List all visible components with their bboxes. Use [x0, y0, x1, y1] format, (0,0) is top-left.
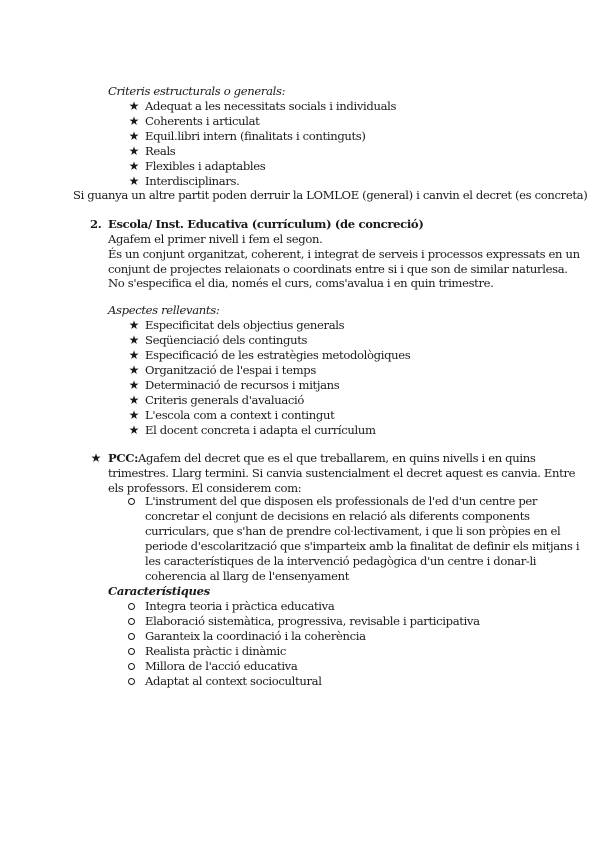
star-bullet-icon: ★ [128, 159, 140, 173]
circle-bullet-icon [128, 678, 135, 685]
circle-bullet-icon [128, 618, 135, 625]
circle-bullet-icon [128, 663, 135, 670]
criteria-item: Adequat a les necessitats socials i individuals [145, 99, 397, 113]
star-bullet-icon: ★ [90, 451, 102, 465]
star-bullet-icon: ★ [128, 348, 140, 362]
aspect-item: Seqüenciació dels continguts [145, 333, 308, 347]
aspect-item: Organització de l'espai i temps [145, 363, 316, 377]
star-bullet-icon: ★ [128, 174, 140, 188]
pcc-definition-line: curriculars, que s'han de prendre col·lectivament, i que li son pròpies en el [145, 524, 561, 538]
criteria-item: Coherents i articulat [145, 114, 260, 128]
circle-bullet-icon [128, 498, 135, 505]
characteristic-item: Adaptat al context sociocultural [145, 674, 322, 688]
star-bullet-icon: ★ [128, 378, 140, 392]
criteria-note: Si guanya un altre partit poden derruir la LOMLOE (general) i canvin el decret (es concreta) [73, 188, 588, 202]
aspect-item: L'escola com a context i contingut [145, 408, 335, 422]
star-bullet-icon: ★ [128, 99, 140, 113]
characteristic-item: Integra teoria i pràctica educativa [145, 599, 335, 613]
star-bullet-icon: ★ [128, 114, 140, 128]
pcc-line: els professors. El considerem com: [108, 481, 302, 495]
aspect-item: Determinació de recursos i mitjans [145, 378, 340, 392]
pcc-definition-line: periode d'escolarització que s'imparteix amb la finalitat de definir els mitjans i [145, 539, 580, 553]
star-bullet-icon: ★ [128, 423, 140, 437]
section-paragraph-line: És un conjunt organitzat, coherent, i integrat de serveis i processos expressats en un [108, 247, 580, 261]
aspect-item: Especificació de les estratègies metodològiques [145, 348, 411, 362]
star-bullet-icon: ★ [128, 318, 140, 332]
pcc-definition-line: les característiques de la intervenció pedagògica d'un centre i donar-li [145, 554, 537, 568]
criteria-heading: Criteris estructurals o generals: [108, 84, 286, 98]
circle-bullet-icon [128, 648, 135, 655]
criteria-item: Reals [145, 144, 176, 158]
star-bullet-icon: ★ [128, 129, 140, 143]
pcc-line: trimestres. Llarg termini. Si canvia sustencialment el decret aquest es canvia. Entre [108, 466, 576, 480]
section-number: 2. [90, 217, 102, 231]
star-bullet-icon: ★ [128, 144, 140, 158]
circle-bullet-icon [128, 603, 135, 610]
characteristic-item: Garanteix la coordinació i la coherència [145, 629, 366, 643]
criteria-item: Equil.libri intern (finalitats i continguts) [145, 129, 366, 143]
pcc-definition-line: coherencia al llarg de l'ensenyament [145, 569, 350, 583]
criteria-item: Flexibles i adaptables [145, 159, 266, 173]
star-bullet-icon: ★ [128, 393, 140, 407]
aspect-item: Criteris generals d'avaluació [145, 393, 305, 407]
star-bullet-icon: ★ [128, 408, 140, 422]
section-paragraph-line: Agafem el primer nivell i fem el segon. [108, 232, 323, 246]
section-paragraph-line: No s'especifica el dia, només el curs, coms'avalua i en quin trimestre. [108, 276, 494, 290]
characteristic-item: Millora de l'acció educativa [145, 659, 298, 673]
characteristic-item: Elaboració sistemàtica, progressiva, revisable i participativa [145, 614, 480, 628]
star-bullet-icon: ★ [128, 363, 140, 377]
pcc-label: PCC: [108, 451, 139, 465]
aspects-heading: Aspectes rellevants: [108, 303, 220, 317]
aspect-item: El docent concreta i adapta el currículum [145, 423, 376, 437]
section-paragraph-line: conjunt de projectes relaionats o coordinats entre si i que son de similar naturlesa. [108, 262, 568, 276]
circle-bullet-icon [128, 633, 135, 640]
pcc-definition-line: L'instrument del que disposen els professionals de l'ed d'un centre per [145, 494, 538, 508]
section-title: Escola/ Inst. Educativa (currículum) (de concreció) [108, 217, 424, 231]
star-bullet-icon: ★ [128, 333, 140, 347]
aspect-item: Especificitat dels objectius generals [145, 318, 345, 332]
criteria-item: Interdisciplinars. [145, 174, 240, 188]
pcc-line: Agafem del decret que es el que treballarem, en quins nivells i en quins [138, 451, 536, 465]
characteristic-item: Realista pràctic i dinàmic [145, 644, 287, 658]
pcc-definition-line: concretar el conjunt de decisions en relació als diferents components [145, 509, 530, 523]
characteristics-heading: Característiques [108, 584, 210, 598]
